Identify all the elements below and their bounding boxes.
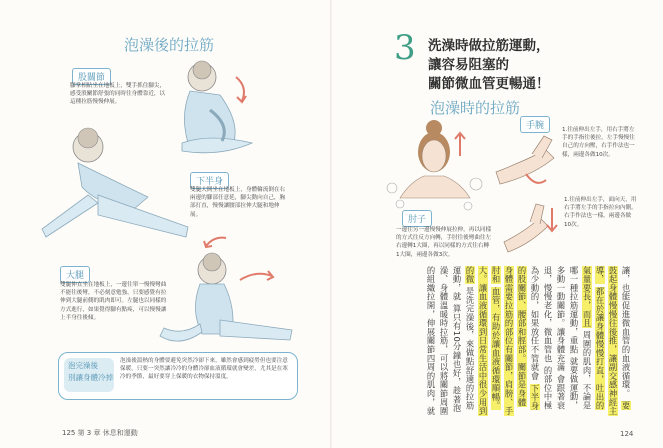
body-col-highlight: 血管，有助於讓血液循環順暢。 xyxy=(491,286,501,410)
tag-hip-joint: 股關節 xyxy=(72,68,111,85)
vertical-body-text xyxy=(424,266,632,416)
left-page xyxy=(0,0,331,448)
tag-elbow: 肘子 xyxy=(402,210,432,227)
step3-text: 雙腿伸直坐在地板上，一邊往單一慢慢彎曲不能往後彎，不必刻意勉強，只要感覺有拉伸到大腿前側的肌肉即可。左腿也以同樣的方式進行，如果覺得腳有點疼，可以慢慢讓上半身往後傾。 xyxy=(60,282,167,321)
figure-woman-bathing xyxy=(380,118,490,218)
arrow-icon xyxy=(232,75,252,105)
body-col-highlight: 要鼓起身體慢慢往後推，讓副交感神經主導， xyxy=(595,266,631,416)
note-tag-line1: 泡完澡後 xyxy=(68,361,98,370)
tag-lower-body: 下半身 xyxy=(190,172,229,189)
tag-thigh: 大腿 xyxy=(60,266,90,283)
body-col: 會跟著衰退，慢慢老化，微血管也 xyxy=(543,266,566,410)
elbow-caption: 一邊往另一邊慢慢伸展拉伸，再以同樣的方式往反方向轉，手肘往後彎曲往左右邊轉1大圈，再以同樣的方式往右轉1大圈，兩邊各做3次。 xyxy=(396,227,492,258)
body-col: 周圍的肌肉，不論是哪一種拉筋運動，重點 xyxy=(569,266,592,410)
body-col-highlight: 大。讓血液循環到日常生活中很少用到的微 xyxy=(465,266,488,416)
left-footer: 125 第 3 章 休息和運動 xyxy=(62,429,138,437)
body-col: 的部位中極為少動的，如果放任不管就會 xyxy=(530,266,553,410)
note-tag xyxy=(64,358,114,392)
body-col: 讓，也能促進微血管的血液循環。 xyxy=(621,266,631,398)
chapter-number: 3 xyxy=(394,28,416,68)
body-col: 是洗完澡後，來做點舒適的拉筋運動，就 xyxy=(452,266,475,410)
right-footer: 124 xyxy=(620,430,634,438)
figure-side-stretch xyxy=(38,125,208,255)
note-text: 泡澡後溫熱的身體要避免突然冷卻下來，雖然會感到疲勞但也要注意保暖。只要一突然讓冷冷的身體冷卻血液循環就會變差，尤其是在寒冷的季節，最好要穿上保暖的衣物保持溫度。 xyxy=(120,358,288,381)
note-tag-line2: 別讓身體冷掉 xyxy=(68,373,113,382)
step1-text: 腳掌相貼坐在地板上，雙手抓住腳尖，感受股關節舒張的同時往身體靠近，以這種拉筋慢慢伸展。 xyxy=(70,83,166,106)
left-section-title: 泡澡後的拉筋 xyxy=(124,36,215,54)
body-col-highlight: 身體需要拉筋的部位有關節，肩膀、手肘和 xyxy=(491,266,514,416)
body-col: 算只有10分鐘也好，趁著泡澡、身體溫暖時拉筋，可以將關節周圍的組織拉開，伸展關節四周的肌肉，就 xyxy=(426,266,462,416)
title-line-2: 讓容易阻塞的 xyxy=(428,57,509,73)
arrow-icon xyxy=(524,170,548,190)
title-line-1: 洗澡時做拉筋運動， xyxy=(428,38,550,54)
body-col-highlight: 都在於讓身體慢慢打直，吐出的氣量要長，而且 xyxy=(582,266,605,410)
wrist-text: 1.往前伸出左手，用右手將左手的手指往後拉，左手慢慢往自己的方向壓，右手作法也一樣，兩邊各做10次。 xyxy=(562,127,635,158)
step2-text: 雙腿大開坐在地板上，身體輪流倒在右兩邊的腳部任意延，腳尖動向自己，胸部打直，慢慢讓腰部拉伸大腿和地伸展。 xyxy=(190,187,286,218)
right-page xyxy=(332,0,663,448)
elbow-text: 1.往前伸出左手，面向天，用右手將左手的手指拉向內側。右手作法也一樣，兩邊各做10次。 xyxy=(564,197,637,228)
tag-wrist: 手腕 xyxy=(520,116,550,133)
title-line-3: 關節微血管更暢通！ xyxy=(428,76,550,92)
right-section-title: 泡澡時的拉筋 xyxy=(430,99,521,117)
figure-thigh-stretch xyxy=(150,250,305,360)
arrow-icon xyxy=(238,268,278,284)
arrow-icon xyxy=(542,204,562,234)
arrow-icon xyxy=(450,130,470,160)
body-col: 就要做運動，多動一動關節。讓身體充滿 xyxy=(556,266,579,410)
body-col-highlight: 下半身的股關節、腰部和脛部。關節是身體 xyxy=(517,266,540,410)
